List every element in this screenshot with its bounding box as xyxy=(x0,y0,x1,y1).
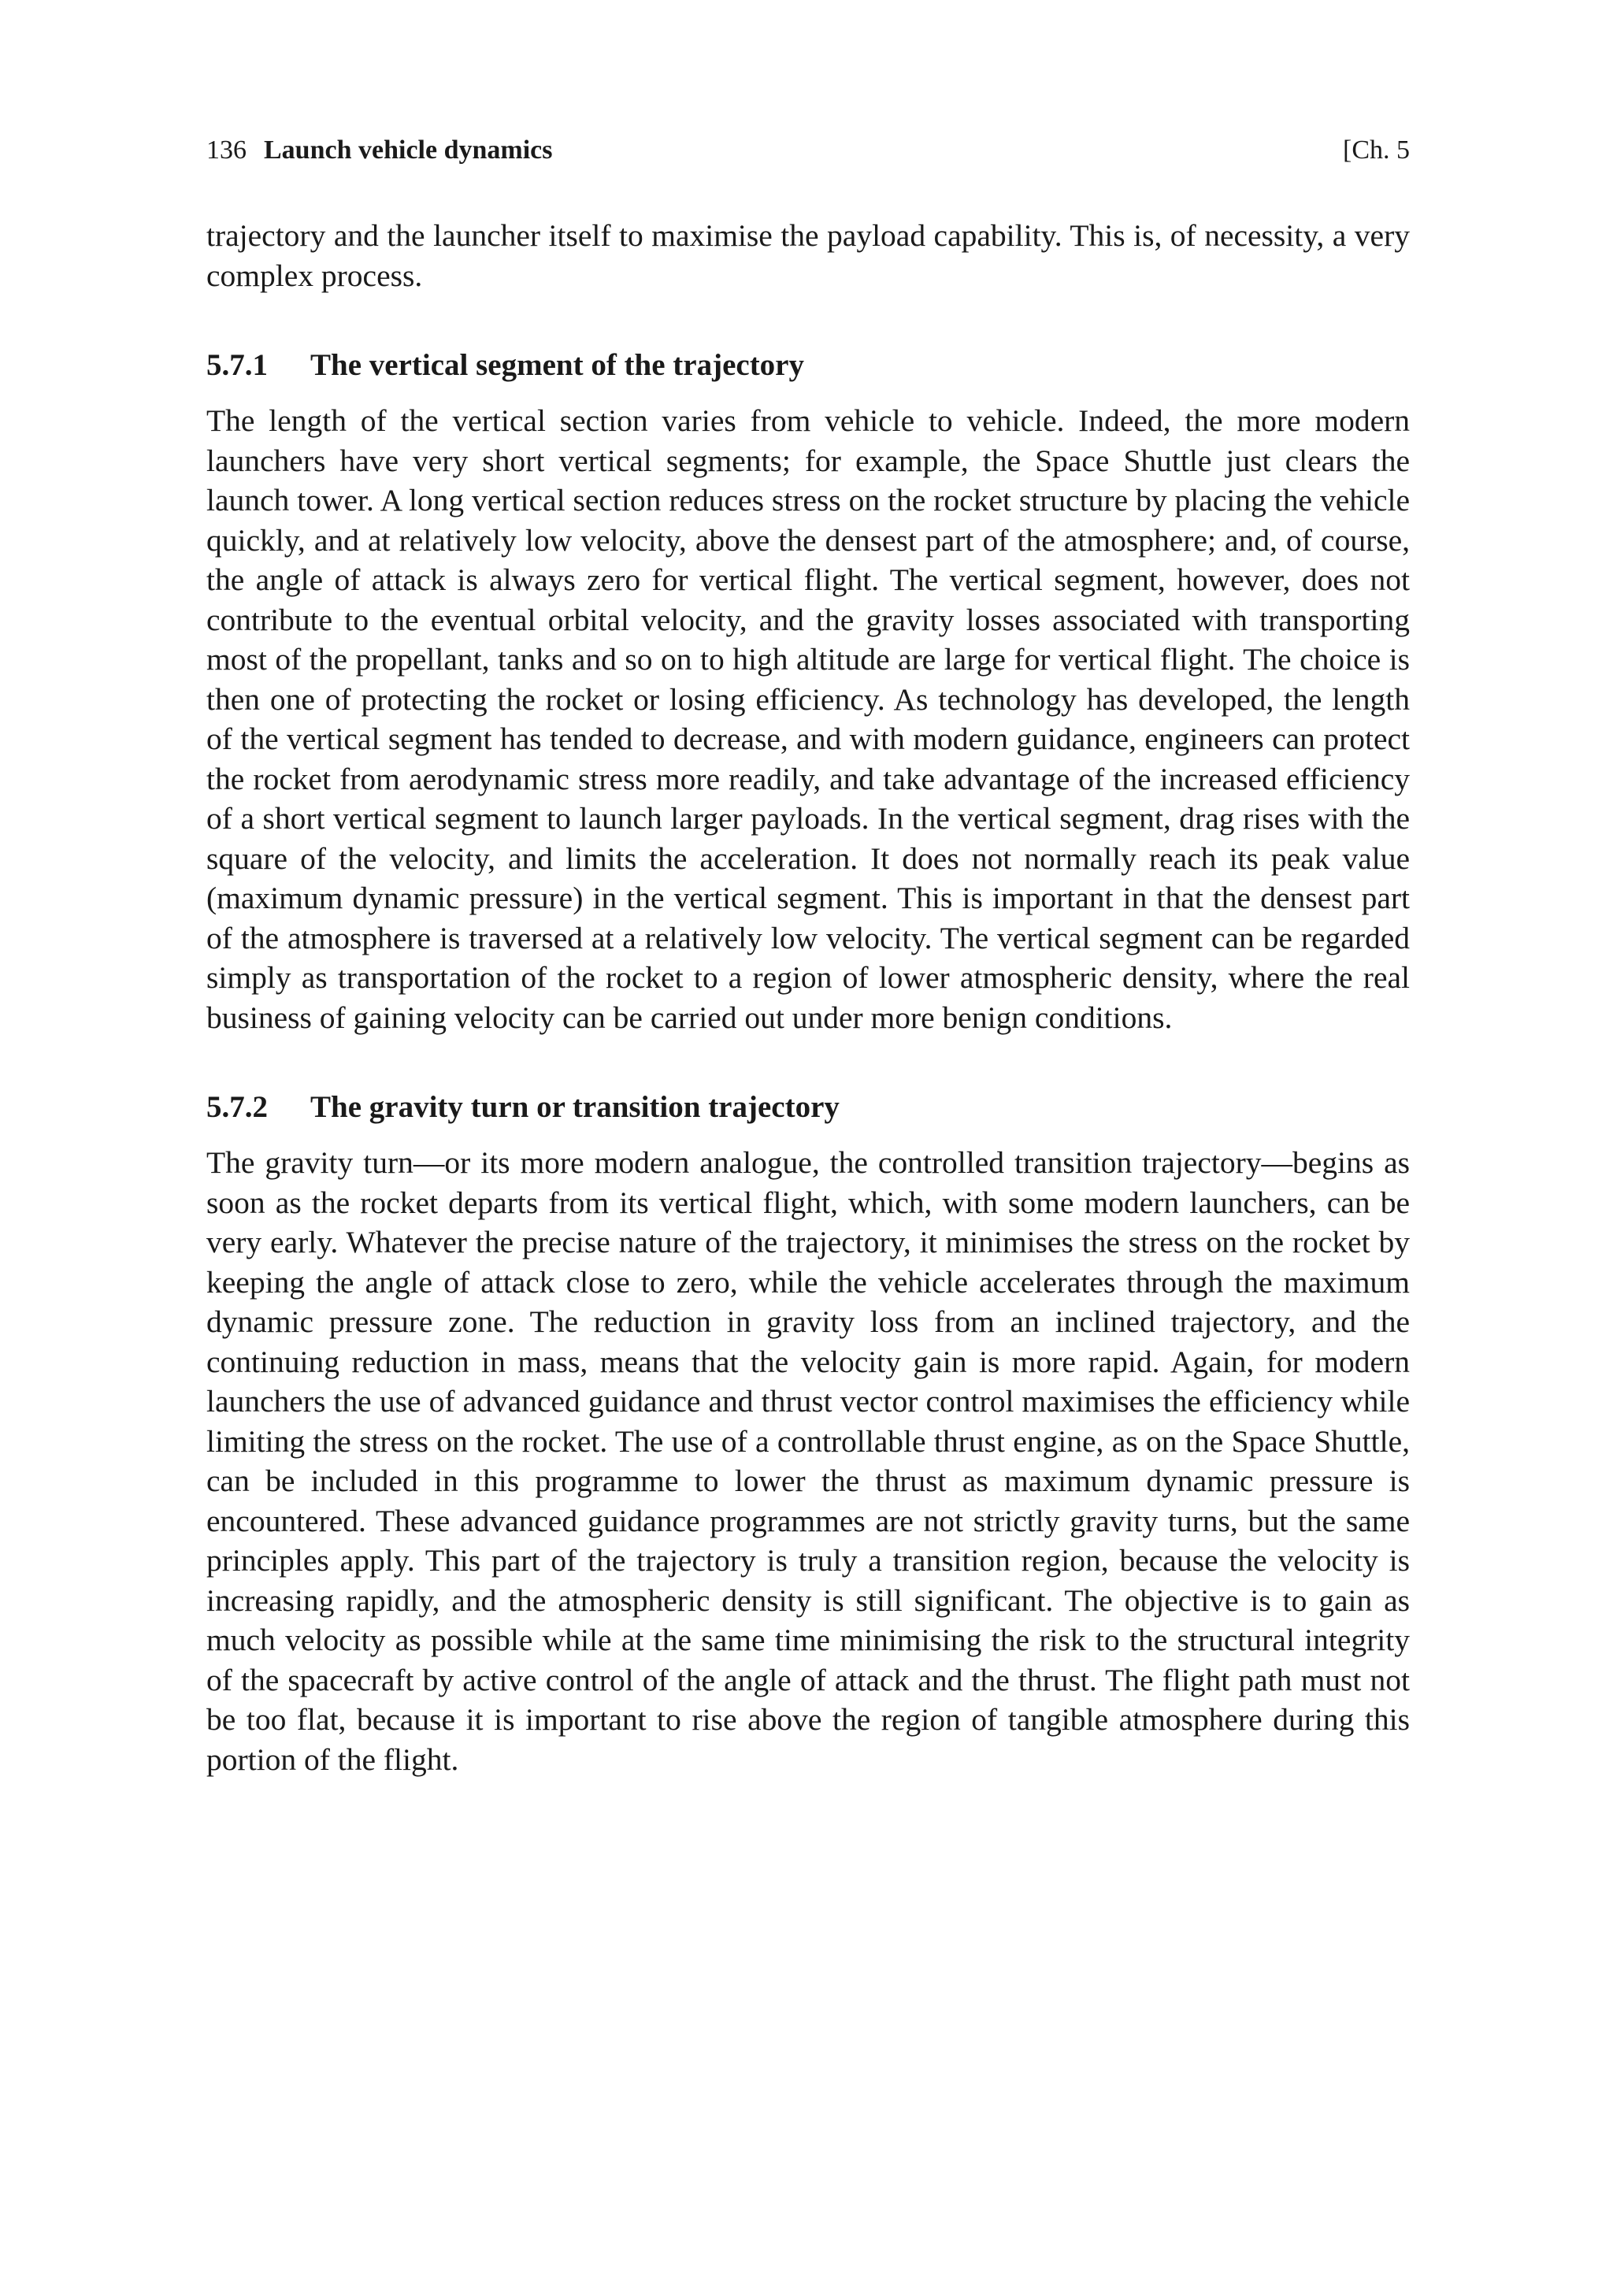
section-number: 5.7.2 xyxy=(206,1090,268,1124)
intro-paragraph: trajectory and the launcher itself to maximise the payload capability. This is, of necessity, a very complex process. xyxy=(206,218,1410,293)
page-number: 136 xyxy=(206,135,247,165)
running-head xyxy=(206,132,1410,169)
section-5-7-1 xyxy=(206,346,1410,1037)
section-body: The gravity turn—or its more modern analogue, the controlled transition trajectory—begins as soon as the rocket departs from its vertical flight, which, with some modern launchers, can be very early. Whatever the precise nature of the trajectory, it minimises the stress on the rocket by keeping the angle of attack close to zero, while the vehicle accelerates through the maximum dynamic pressure zone. The reduction in gravity loss from an inclined trajectory, and the continuing reduction in mass, means that the velocity gain is more rapid. Again, for modern launchers the use of advanced guidance and thrust vector control maximises the efficiency while limiting the stress on the rocket. The use of a controllable thrust engine, as on the Space Shuttle, can be included in this programme to lower the thrust as maximum dynamic pressure is encountered. These advanced guidance programmes are not strictly gravity turns, but the same principles apply. This part of the trajectory is truly a transition region, because the velocity is increasing rapidly, and the atmospheric density is still significant. The objective is to gain as much velocity as possible while at the same time minimising the risk to the structural integrity of the spacecraft by active control of the angle of attack and the thrust. The flight path must not be too flat, because it is important to rise above the region of tangible atmosphere during this portion of the flight. xyxy=(206,1145,1410,1777)
section-number: 5.7.1 xyxy=(206,348,268,382)
chapter-title: Launch vehicle dynamics xyxy=(264,135,553,165)
section-title: The vertical segment of the trajectory xyxy=(310,348,804,382)
section-heading xyxy=(206,346,1410,385)
section-5-7-2 xyxy=(206,1088,1410,1779)
section-body: The length of the vertical section varies from vehicle to vehicle. Indeed, the more modern launchers have very short vertical segments; for example, the Space Shuttle just clears the launch tower. A long vertical section reduces stress on the rocket structure by placing the vehicle quickly, and at relatively low velocity, above the densest part of the atmosphere; and, of course, the angle of attack is always zero for vertical flight. The vertical segment, however, does not contribute to the eventual orbital velocity, and the gravity losses associated with transporting most of the propellant, tanks and so on to high altitude are large for vertical flight. The choice is then one of protecting the rocket or losing efficiency. As technology has developed, the length of the vertical segment has tended to decrease, and with modern guidance, engineers can protect the rocket from aerodynamic stress more readily, and take advantage of the increased efficiency of a short vertical segment to launch larger payloads. In the vertical segment, drag rises with the square of the velocity, and limits the acceleration. It does not normally reach its peak value (maximum dynamic pressure) in the vertical segment. This is important in that the densest part of the atmosphere is traversed at a relatively low velocity. The vertical segment can be regarded simply as transportation of the rocket to a region of lower atmospheric density, where the real business of gaining velocity can be carried out under more benign conditions. xyxy=(206,403,1410,1035)
section-title: The gravity turn or transition trajectory xyxy=(310,1090,840,1124)
section-heading xyxy=(206,1088,1410,1127)
chapter-reference: [Ch. 5 xyxy=(1343,135,1410,165)
book-page xyxy=(206,132,1410,1779)
